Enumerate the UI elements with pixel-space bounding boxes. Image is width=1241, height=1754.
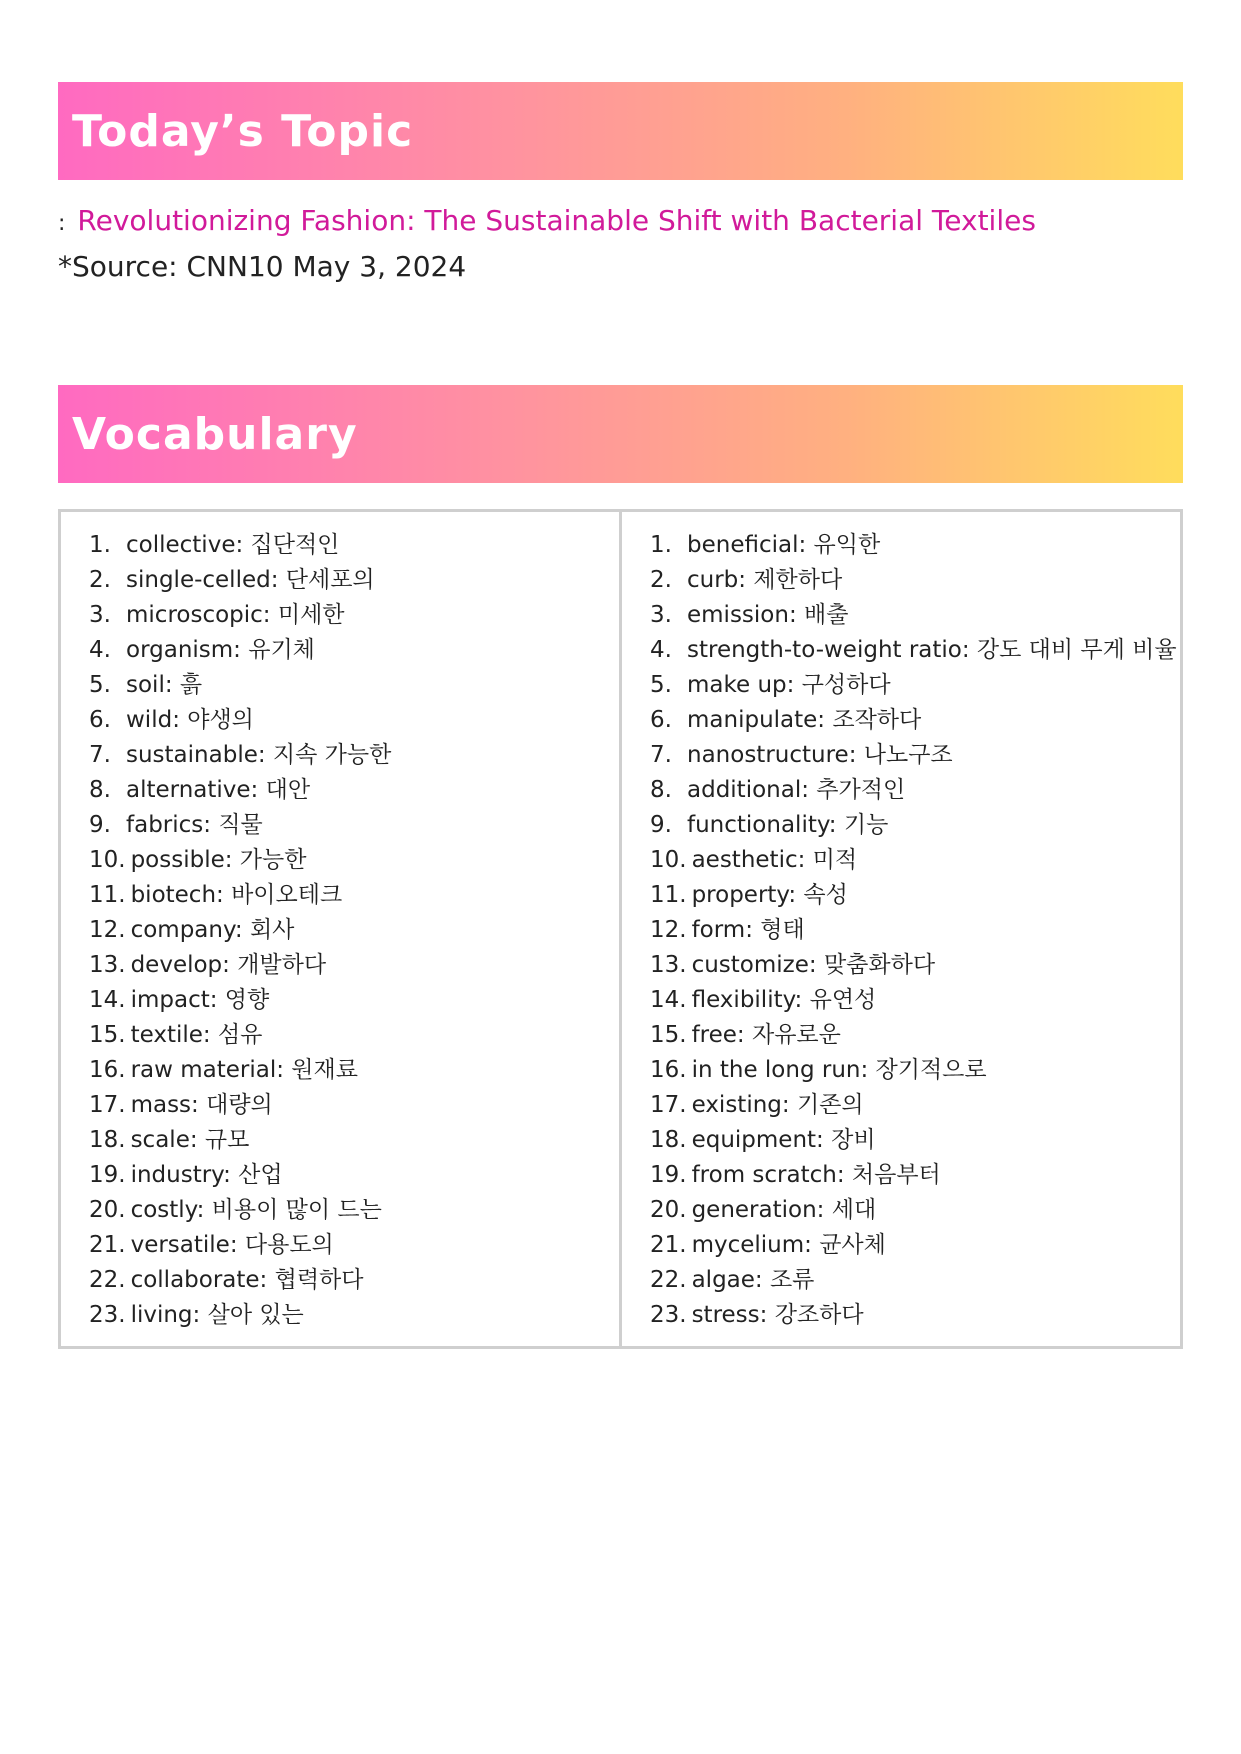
vocabulary-item [89,668,619,703]
vocabulary-item-text: additional: 추가적인 [687,777,906,803]
vocabulary-item-text: flexibility: 유연성 [691,987,877,1013]
vocabulary-item-number: 19. [89,1162,126,1188]
vocabulary-item [89,1298,619,1333]
vocabulary-item-number: 20. [650,1197,687,1223]
vocabulary-item-number: 23. [650,1302,687,1328]
vocabulary-item [89,598,619,633]
vocabulary-item-text: strength-to-weight ratio: 강도 대비 무게 비율 [687,637,1177,663]
topic-title: Revolutionizing Fashion: The Sustainable Shift with Bacterial Textiles [77,204,1036,237]
vocabulary-item-text: beneficial: 유익한 [687,532,881,558]
vocabulary-item [89,1263,619,1298]
vocabulary-item-text: collaborate: 협력하다 [130,1267,364,1293]
vocabulary-item-text: collective: 집단적인 [126,532,340,558]
vocabulary-item [650,773,1180,808]
vocabulary-item [650,633,1180,668]
vocabulary-item-number: 13. [89,952,126,978]
vocabulary-item-number: 6. [89,707,111,733]
vocabulary-item [650,598,1180,633]
vocabulary-item-text: aesthetic: 미적 [691,847,858,873]
vocabulary-item-number: 11. [89,882,126,908]
vocabulary-item-number: 22. [650,1267,687,1293]
vocabulary-item-text: from scratch: 처음부터 [691,1162,941,1188]
vocabulary-item-number: 18. [89,1127,126,1153]
vocabulary-item-text: functionality: 기능 [687,812,889,838]
vocabulary-item-text: textile: 섬유 [130,1022,263,1048]
vocabulary-list-right [650,528,1180,1333]
vocabulary-item-number: 8. [650,777,672,803]
vocabulary-column-left [61,512,619,1346]
vocabulary-item [89,703,619,738]
vocabulary-item-text: generation: 세대 [691,1197,877,1223]
vocabulary-item [650,1158,1180,1193]
vocabulary-item [650,1298,1180,1333]
vocabulary-item [650,668,1180,703]
vocabulary-item-number: 5. [89,672,111,698]
vocabulary-item [89,633,619,668]
vocabulary-item-text: equipment: 장비 [691,1127,876,1153]
vocabulary-item-text: possible: 가능한 [130,847,307,873]
vocabulary-item-number: 21. [89,1232,126,1258]
vocabulary-item [89,913,619,948]
vocabulary-item [650,563,1180,598]
vocabulary-item [89,843,619,878]
vocabulary-item-text: stress: 강조하다 [691,1302,864,1328]
vocabulary-item-text: living: 살아 있는 [130,1302,304,1328]
vocabulary-item-number: 21. [650,1232,687,1258]
vocabulary-item [650,948,1180,983]
vocabulary-item-number: 14. [650,987,687,1013]
vocabulary-item [650,1018,1180,1053]
topic-heading: Today’s Topic [72,105,414,157]
vocabulary-item [89,1123,619,1158]
vocabulary-item [650,983,1180,1018]
vocabulary-item-text: biotech: 바이오테크 [130,882,343,908]
vocabulary-item-text: company: 회사 [130,917,295,943]
vocabulary-item-number: 11. [650,882,687,908]
vocabulary-item-number: 10. [89,847,126,873]
vocabulary-item-text: nanostructure: 나노구조 [687,742,953,768]
topic-banner [58,82,1183,180]
vocabulary-item [89,983,619,1018]
vocabulary-item-number: 18. [650,1127,687,1153]
vocabulary-item-number: 8. [89,777,111,803]
vocabulary-item-number: 17. [89,1092,126,1118]
vocabulary-item-number: 2. [650,567,672,593]
vocabulary-item [89,878,619,913]
vocabulary-column-right [619,512,1180,1346]
topic-colon: : [58,211,66,236]
vocabulary-item-number: 17. [650,1092,687,1118]
vocabulary-item [650,1228,1180,1263]
vocabulary-item-number: 20. [89,1197,126,1223]
vocabulary-item-text: soil: 흙 [126,672,203,698]
vocabulary-item-text: develop: 개발하다 [130,952,327,978]
vocabulary-item-text: free: 자유로운 [691,1022,841,1048]
vocabulary-item-text: make up: 구성하다 [687,672,891,698]
vocabulary-item [89,528,619,563]
vocabulary-item-number: 1. [650,532,672,558]
vocabulary-item-text: emission: 배출 [687,602,849,628]
vocabulary-item [89,1193,619,1228]
vocabulary-item-number: 15. [89,1022,126,1048]
vocabulary-item-number: 15. [650,1022,687,1048]
vocabulary-item [650,1053,1180,1088]
source-line: *Source: CNN10 May 3, 2024 [58,250,467,283]
vocabulary-item [89,1158,619,1193]
vocabulary-item-text: customize: 맞춤화하다 [691,952,936,978]
vocabulary-item-number: 2. [89,567,111,593]
vocabulary-item [89,1228,619,1263]
vocabulary-item [89,1088,619,1123]
vocabulary-item [650,703,1180,738]
vocabulary-item-number: 6. [650,707,672,733]
vocabulary-item-text: wild: 야생의 [126,707,254,733]
vocabulary-item-text: scale: 규모 [130,1127,250,1153]
vocabulary-item [89,1018,619,1053]
vocabulary-item-text: algae: 조류 [691,1267,815,1293]
vocabulary-item [89,773,619,808]
vocabulary-item-number: 3. [650,602,672,628]
vocabulary-item [650,1088,1180,1123]
vocabulary-heading: Vocabulary [72,408,358,460]
vocabulary-item [650,528,1180,563]
vocabulary-item-text: sustainable: 지속 가능한 [126,742,392,768]
vocabulary-item-number: 14. [89,987,126,1013]
vocabulary-item-number: 7. [89,742,111,768]
vocabulary-item-number: 16. [650,1057,687,1083]
vocabulary-item [650,1263,1180,1298]
vocabulary-item [89,808,619,843]
vocabulary-item-text: fabrics: 직물 [126,812,263,838]
vocabulary-item-text: mycelium: 균사체 [691,1232,886,1258]
vocabulary-item-text: industry: 산업 [130,1162,283,1188]
vocabulary-item-text: versatile: 다용도의 [130,1232,334,1258]
vocabulary-item [650,878,1180,913]
vocabulary-item-number: 13. [650,952,687,978]
vocabulary-item-number: 4. [89,637,111,663]
vocabulary-item-text: impact: 영향 [130,987,270,1013]
vocabulary-item-text: alternative: 대안 [126,777,311,803]
vocabulary-item [650,843,1180,878]
vocabulary-item [89,738,619,773]
vocabulary-item-number: 22. [89,1267,126,1293]
vocabulary-item [89,1053,619,1088]
vocabulary-item-number: 7. [650,742,672,768]
vocabulary-item [650,1193,1180,1228]
vocabulary-item [650,1123,1180,1158]
vocabulary-item-number: 5. [650,672,672,698]
vocabulary-item [650,913,1180,948]
vocabulary-item-number: 4. [650,637,672,663]
vocabulary-item-text: raw material: 원재료 [130,1057,358,1083]
vocabulary-item-number: 23. [89,1302,126,1328]
vocabulary-item-number: 16. [89,1057,126,1083]
vocabulary-item-text: costly: 비용이 많이 드는 [130,1197,382,1223]
vocabulary-item-number: 1. [89,532,111,558]
vocabulary-item [650,808,1180,843]
vocabulary-item-number: 9. [89,812,111,838]
vocabulary-item-number: 9. [650,812,672,838]
vocabulary-item-number: 19. [650,1162,687,1188]
vocabulary-item-text: curb: 제한하다 [687,567,843,593]
vocabulary-item-text: in the long run: 장기적으로 [691,1057,987,1083]
vocabulary-item-text: form: 형태 [691,917,805,943]
vocabulary-banner [58,385,1183,483]
vocabulary-item-text: mass: 대량의 [130,1092,273,1118]
vocabulary-item-text: organism: 유기체 [126,637,315,663]
vocabulary-item-number: 10. [650,847,687,873]
vocabulary-item [89,563,619,598]
vocabulary-list-left [89,528,619,1333]
topic-line [58,204,1036,237]
vocabulary-item-text: manipulate: 조작하다 [687,707,922,733]
vocabulary-item [650,738,1180,773]
vocabulary-item-text: property: 속성 [691,882,848,908]
vocabulary-item [89,948,619,983]
vocabulary-item-text: existing: 기존의 [691,1092,864,1118]
vocabulary-item-number: 12. [650,917,687,943]
vocabulary-item-text: single-celled: 단세포의 [126,567,375,593]
vocabulary-table [58,509,1183,1349]
vocabulary-item-number: 12. [89,917,126,943]
vocabulary-item-number: 3. [89,602,111,628]
vocabulary-item-text: microscopic: 미세한 [126,602,345,628]
